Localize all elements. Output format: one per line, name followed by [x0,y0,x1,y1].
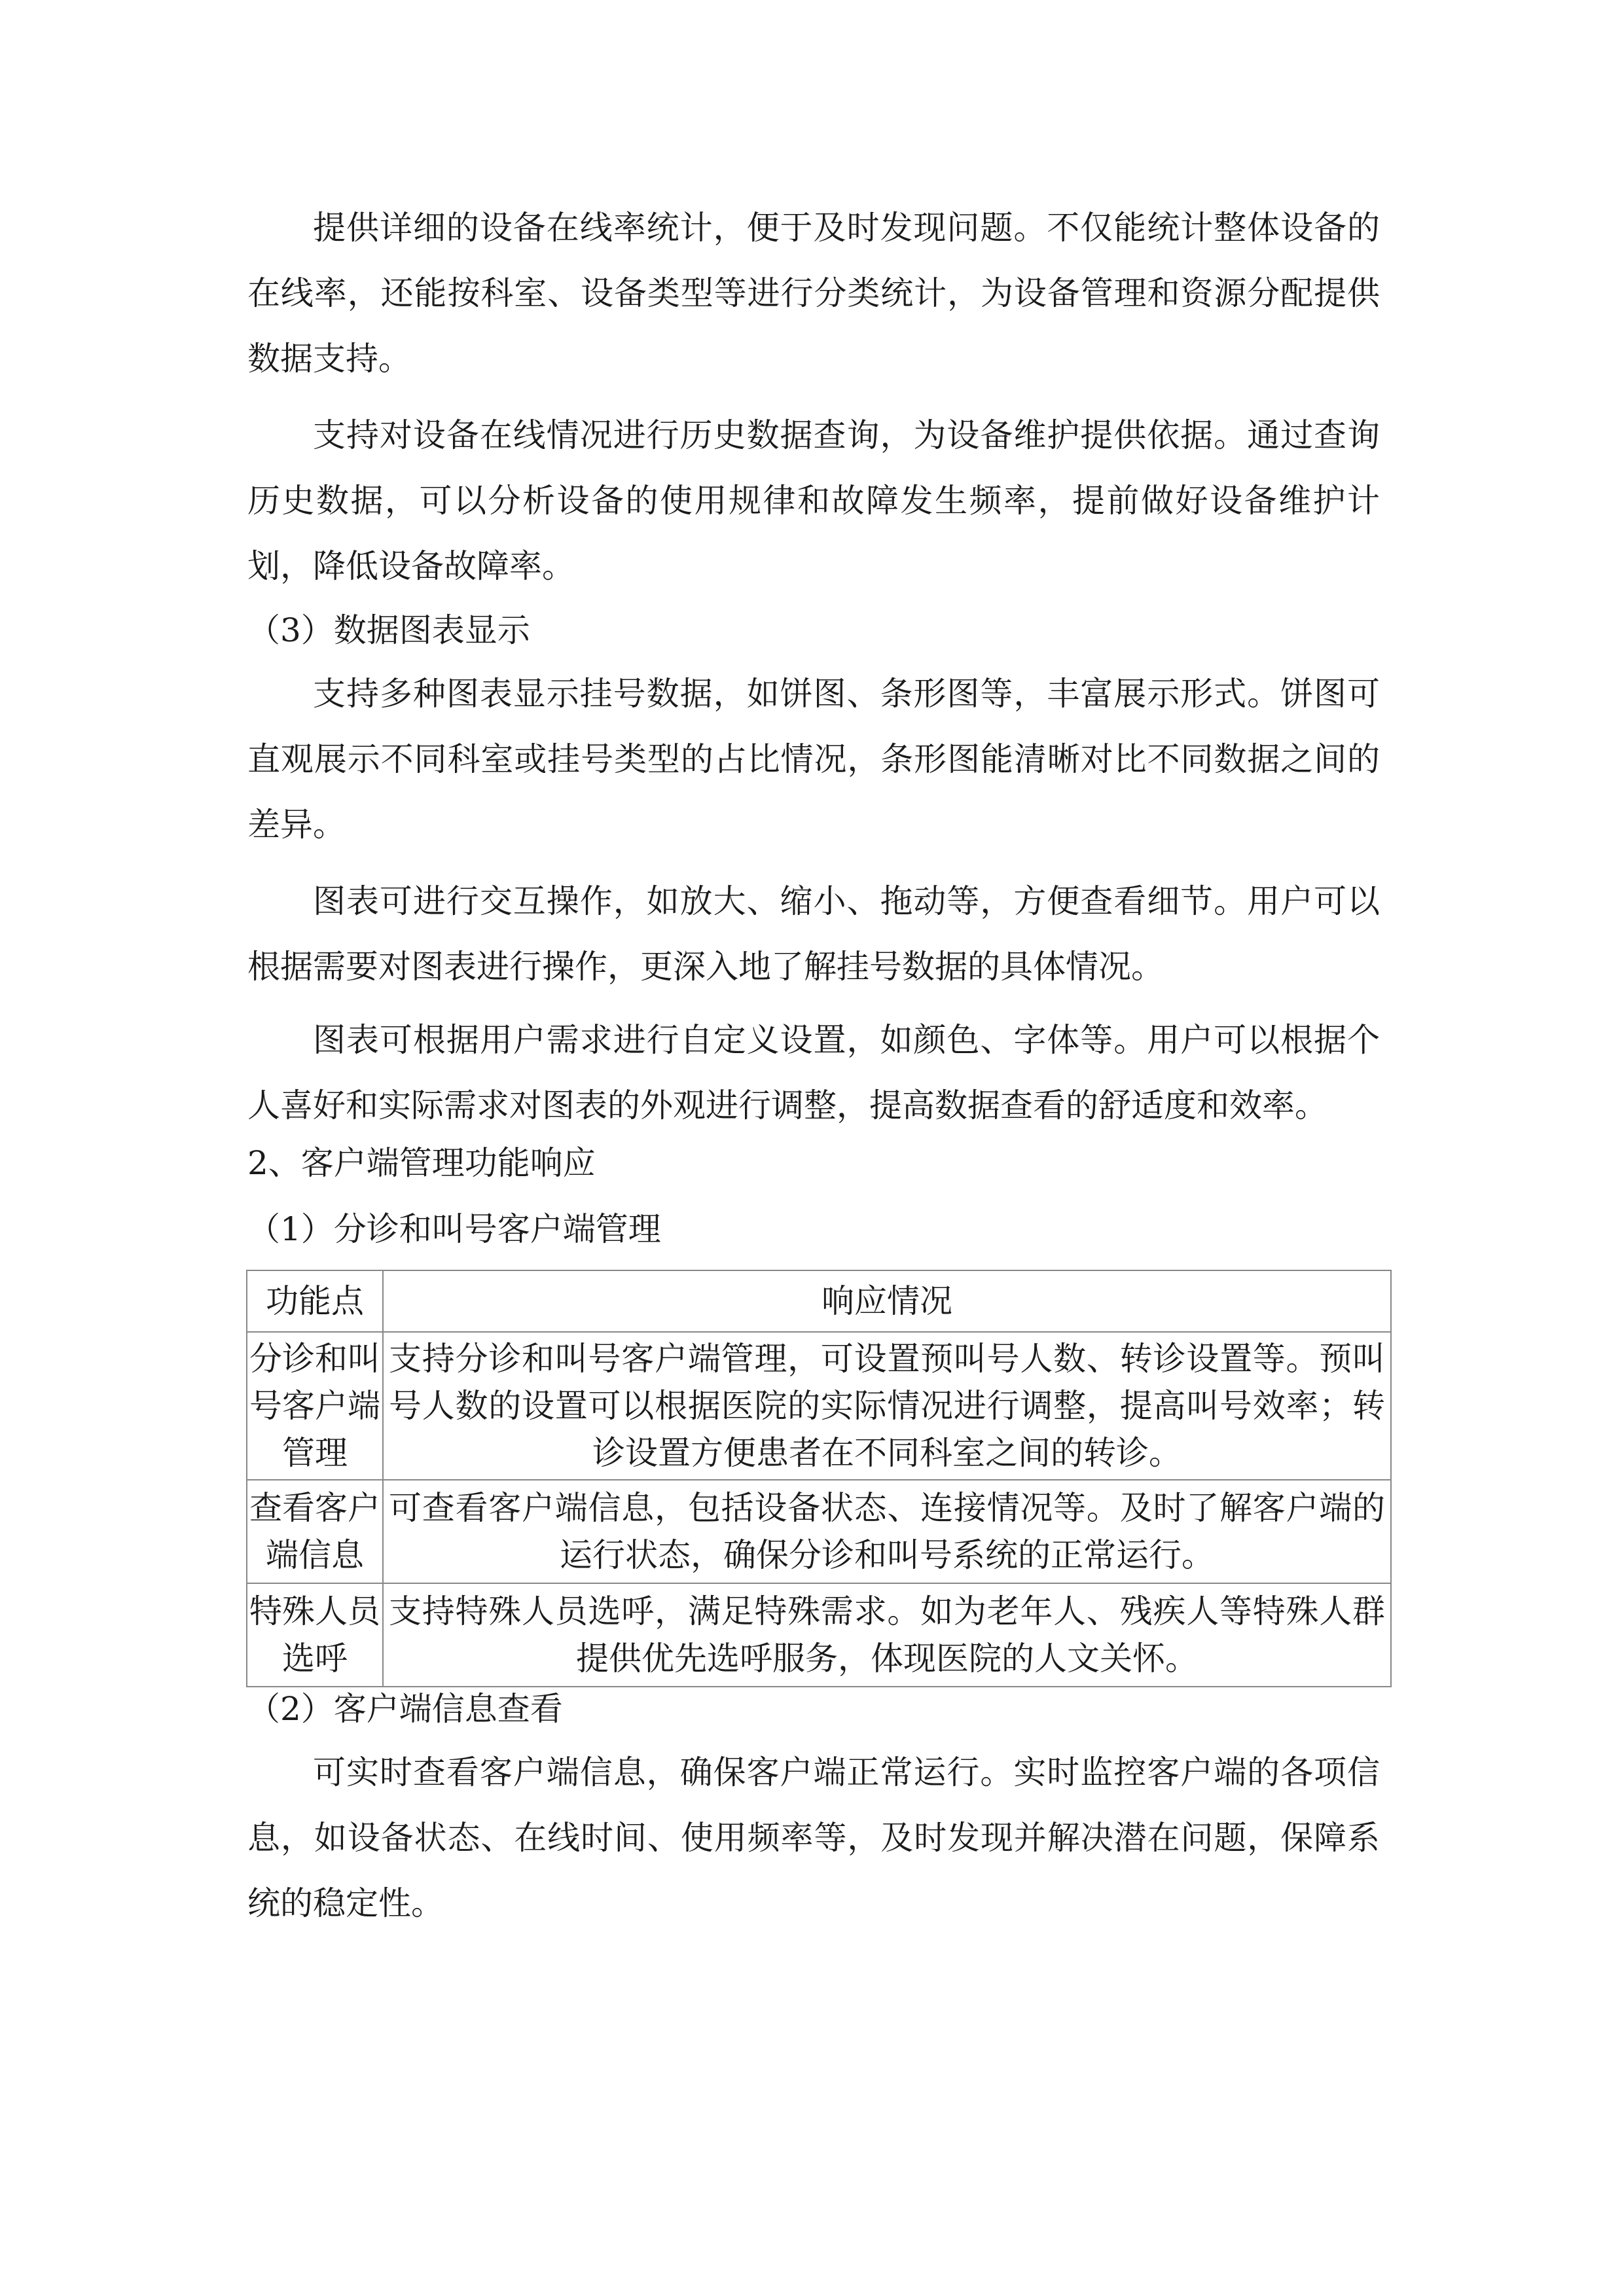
table-cell-response: 支持特殊人员选呼，满足特殊需求。如为老年人、残疾人等特殊人群提供优先选呼服务，体现医院的人文关怀。 [383,1583,1391,1687]
table-header-feature: 功能点 [247,1270,383,1332]
table-cell-response: 支持分诊和叫号客户端管理，可设置预叫号人数、转诊设置等。预叫号人数的设置可以根据医院的实际情况进行调整，提高叫号效率；转诊设置方便患者在不同科室之间的转诊。 [383,1332,1391,1480]
table-header-row [247,1270,1391,1332]
feature-response-table [246,1270,1392,1687]
table-row [247,1480,1391,1583]
section-heading-chart-display: （3）数据图表显示 [247,611,530,649]
paragraph-online-rate-stats: 提供详细的设备在线率统计，便于及时发现问题。不仅能统计整体设备的在线率，还能按科室、设备类型等进行分类统计，为设备管理和资源分配提供数据支持。 [247,209,1380,378]
paragraph-chart-customization: 图表可根据用户需求进行自定义设置，如颜色、字体等。用户可以根据个人喜好和实际需求对图表的外观进行调整，提高数据查看的舒适度和效率。 [247,1021,1380,1124]
paragraph-chart-interaction: 图表可进行交互操作，如放大、缩小、拖动等，方便查看细节。用户可以根据需要对图表进行操作，更深入地了解挂号数据的具体情况。 [247,882,1380,986]
paragraph-realtime-client-info: 可实时查看客户端信息，确保客户端正常运行。实时监控客户端的各项信息，如设备状态、在线时间、使用频率等，及时发现并解决潜在问题，保障系统的稳定性。 [247,1753,1380,1922]
section-heading-client-management: 2、客户端管理功能响应 [247,1144,596,1182]
subsection-heading-client-info: （2）客户端信息查看 [247,1690,563,1728]
table-header-response: 响应情况 [383,1270,1391,1332]
table-row [247,1583,1391,1687]
paragraph-history-query: 支持对设备在线情况进行历史数据查询，为设备维护提供依据。通过查询历史数据，可以分析设备的使用规律和故障发生频率，提前做好设备维护计划，降低设备故障率。 [247,416,1380,585]
paragraph-chart-types: 支持多种图表显示挂号数据，如饼图、条形图等，丰富展示形式。饼图可直观展示不同科室或挂号类型的占比情况，条形图能清晰对比不同数据之间的差异。 [247,675,1380,844]
table-cell-response: 可查看客户端信息，包括设备状态、连接情况等。及时了解客户端的运行状态，确保分诊和叫号系统的正常运行。 [383,1480,1391,1583]
subsection-heading-triage-client: （1）分诊和叫号客户端管理 [247,1210,661,1248]
table-cell-feature: 分诊和叫号客户端管理 [247,1332,383,1480]
table-row [247,1332,1391,1480]
table-cell-feature: 查看客户端信息 [247,1480,383,1583]
table-cell-feature: 特殊人员选呼 [247,1583,383,1687]
